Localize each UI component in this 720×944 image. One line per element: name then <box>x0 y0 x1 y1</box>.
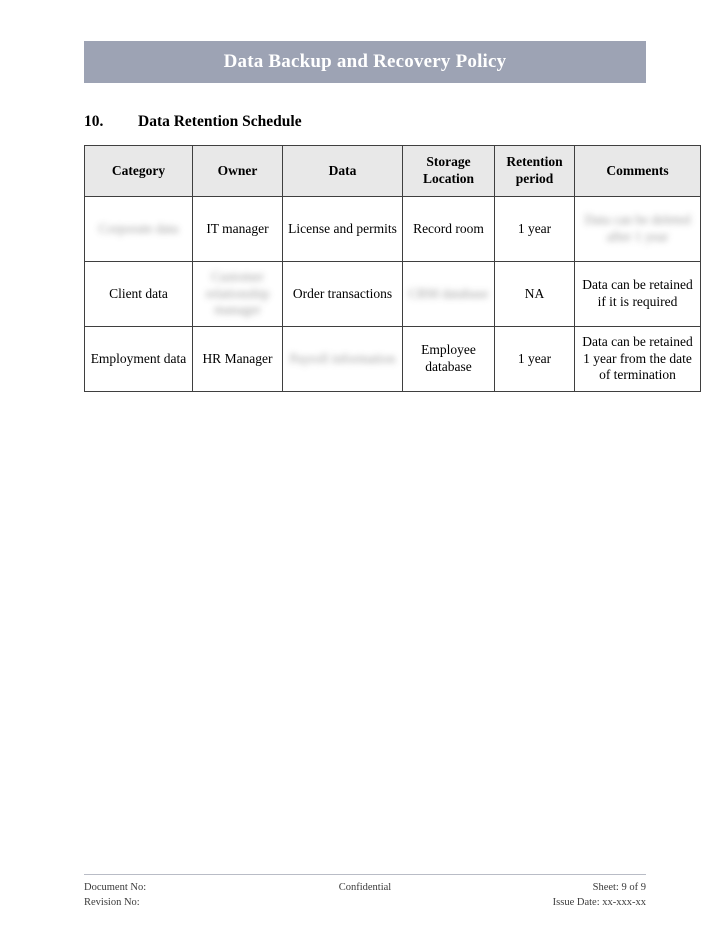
cell-data <box>283 327 403 392</box>
cell-retention-period: NA <box>495 262 575 327</box>
column-header-retention-line2: period <box>515 171 554 186</box>
cell-owner: HR Manager <box>193 327 283 392</box>
cell-comments <box>575 197 701 262</box>
column-header-retention-period <box>495 146 575 197</box>
column-header-storage-location <box>403 146 495 197</box>
footer-issue-date: Issue Date: xx-xxx-xx <box>552 897 646 909</box>
data-retention-schedule-table <box>84 145 701 392</box>
redacted-text: Data can be deleted after 1 year <box>584 212 691 244</box>
document-title-banner: Data Backup and Recovery Policy <box>84 41 646 83</box>
cell-retention-period: 1 year <box>495 327 575 392</box>
cell-owner: IT manager <box>193 197 283 262</box>
footer-sheet-number: Sheet: 9 of 9 <box>592 882 646 893</box>
cell-category: Employment data <box>85 327 193 392</box>
column-header-storage-line2: Location <box>422 171 474 186</box>
section-title: Data Retention Schedule <box>138 113 302 130</box>
table-row <box>85 197 701 262</box>
table-header <box>85 146 701 197</box>
cell-storage-location: Employee database <box>403 327 495 392</box>
footer-spacer <box>269 895 460 910</box>
column-header-data: Data <box>283 146 403 197</box>
cell-category <box>85 197 193 262</box>
column-header-comments: Comments <box>575 146 701 197</box>
cell-data: License and permits <box>283 197 403 262</box>
footer-confidential: Confidential <box>338 882 392 893</box>
cell-storage-location: Record room <box>403 197 495 262</box>
column-header-storage-line1: Storage <box>426 154 471 170</box>
redacted-text: Corporate data <box>98 220 179 236</box>
redacted-text: Customer relationship manager <box>205 268 270 318</box>
cell-comments: Data can be retained if it is required <box>575 262 701 327</box>
footer-row-top <box>84 880 646 895</box>
footer-document-no: Document No: <box>84 882 147 893</box>
cell-data: Order transactions <box>283 262 403 327</box>
redacted-text: CRM database <box>408 285 489 301</box>
cell-comments: Data can be retained 1 year from the date of termination <box>575 327 701 392</box>
cell-storage-location <box>403 262 495 327</box>
table-row <box>85 327 701 392</box>
cell-owner <box>193 262 283 327</box>
table-header-row <box>85 146 701 197</box>
footer-revision-no: Revision No: <box>84 897 140 909</box>
cell-retention-period: 1 year <box>495 197 575 262</box>
page-content <box>84 41 693 392</box>
redacted-text: Payroll information <box>289 350 396 366</box>
column-header-category: Category <box>85 146 193 197</box>
page-footer <box>84 874 646 910</box>
cell-category: Client data <box>85 262 193 327</box>
section-number: 10. <box>84 113 104 130</box>
table-row <box>85 262 701 327</box>
column-header-retention-line1: Retention <box>506 154 563 170</box>
table-body <box>85 197 701 392</box>
section-heading <box>84 113 646 131</box>
footer-row-bottom <box>84 895 646 910</box>
column-header-owner: Owner <box>193 146 283 197</box>
